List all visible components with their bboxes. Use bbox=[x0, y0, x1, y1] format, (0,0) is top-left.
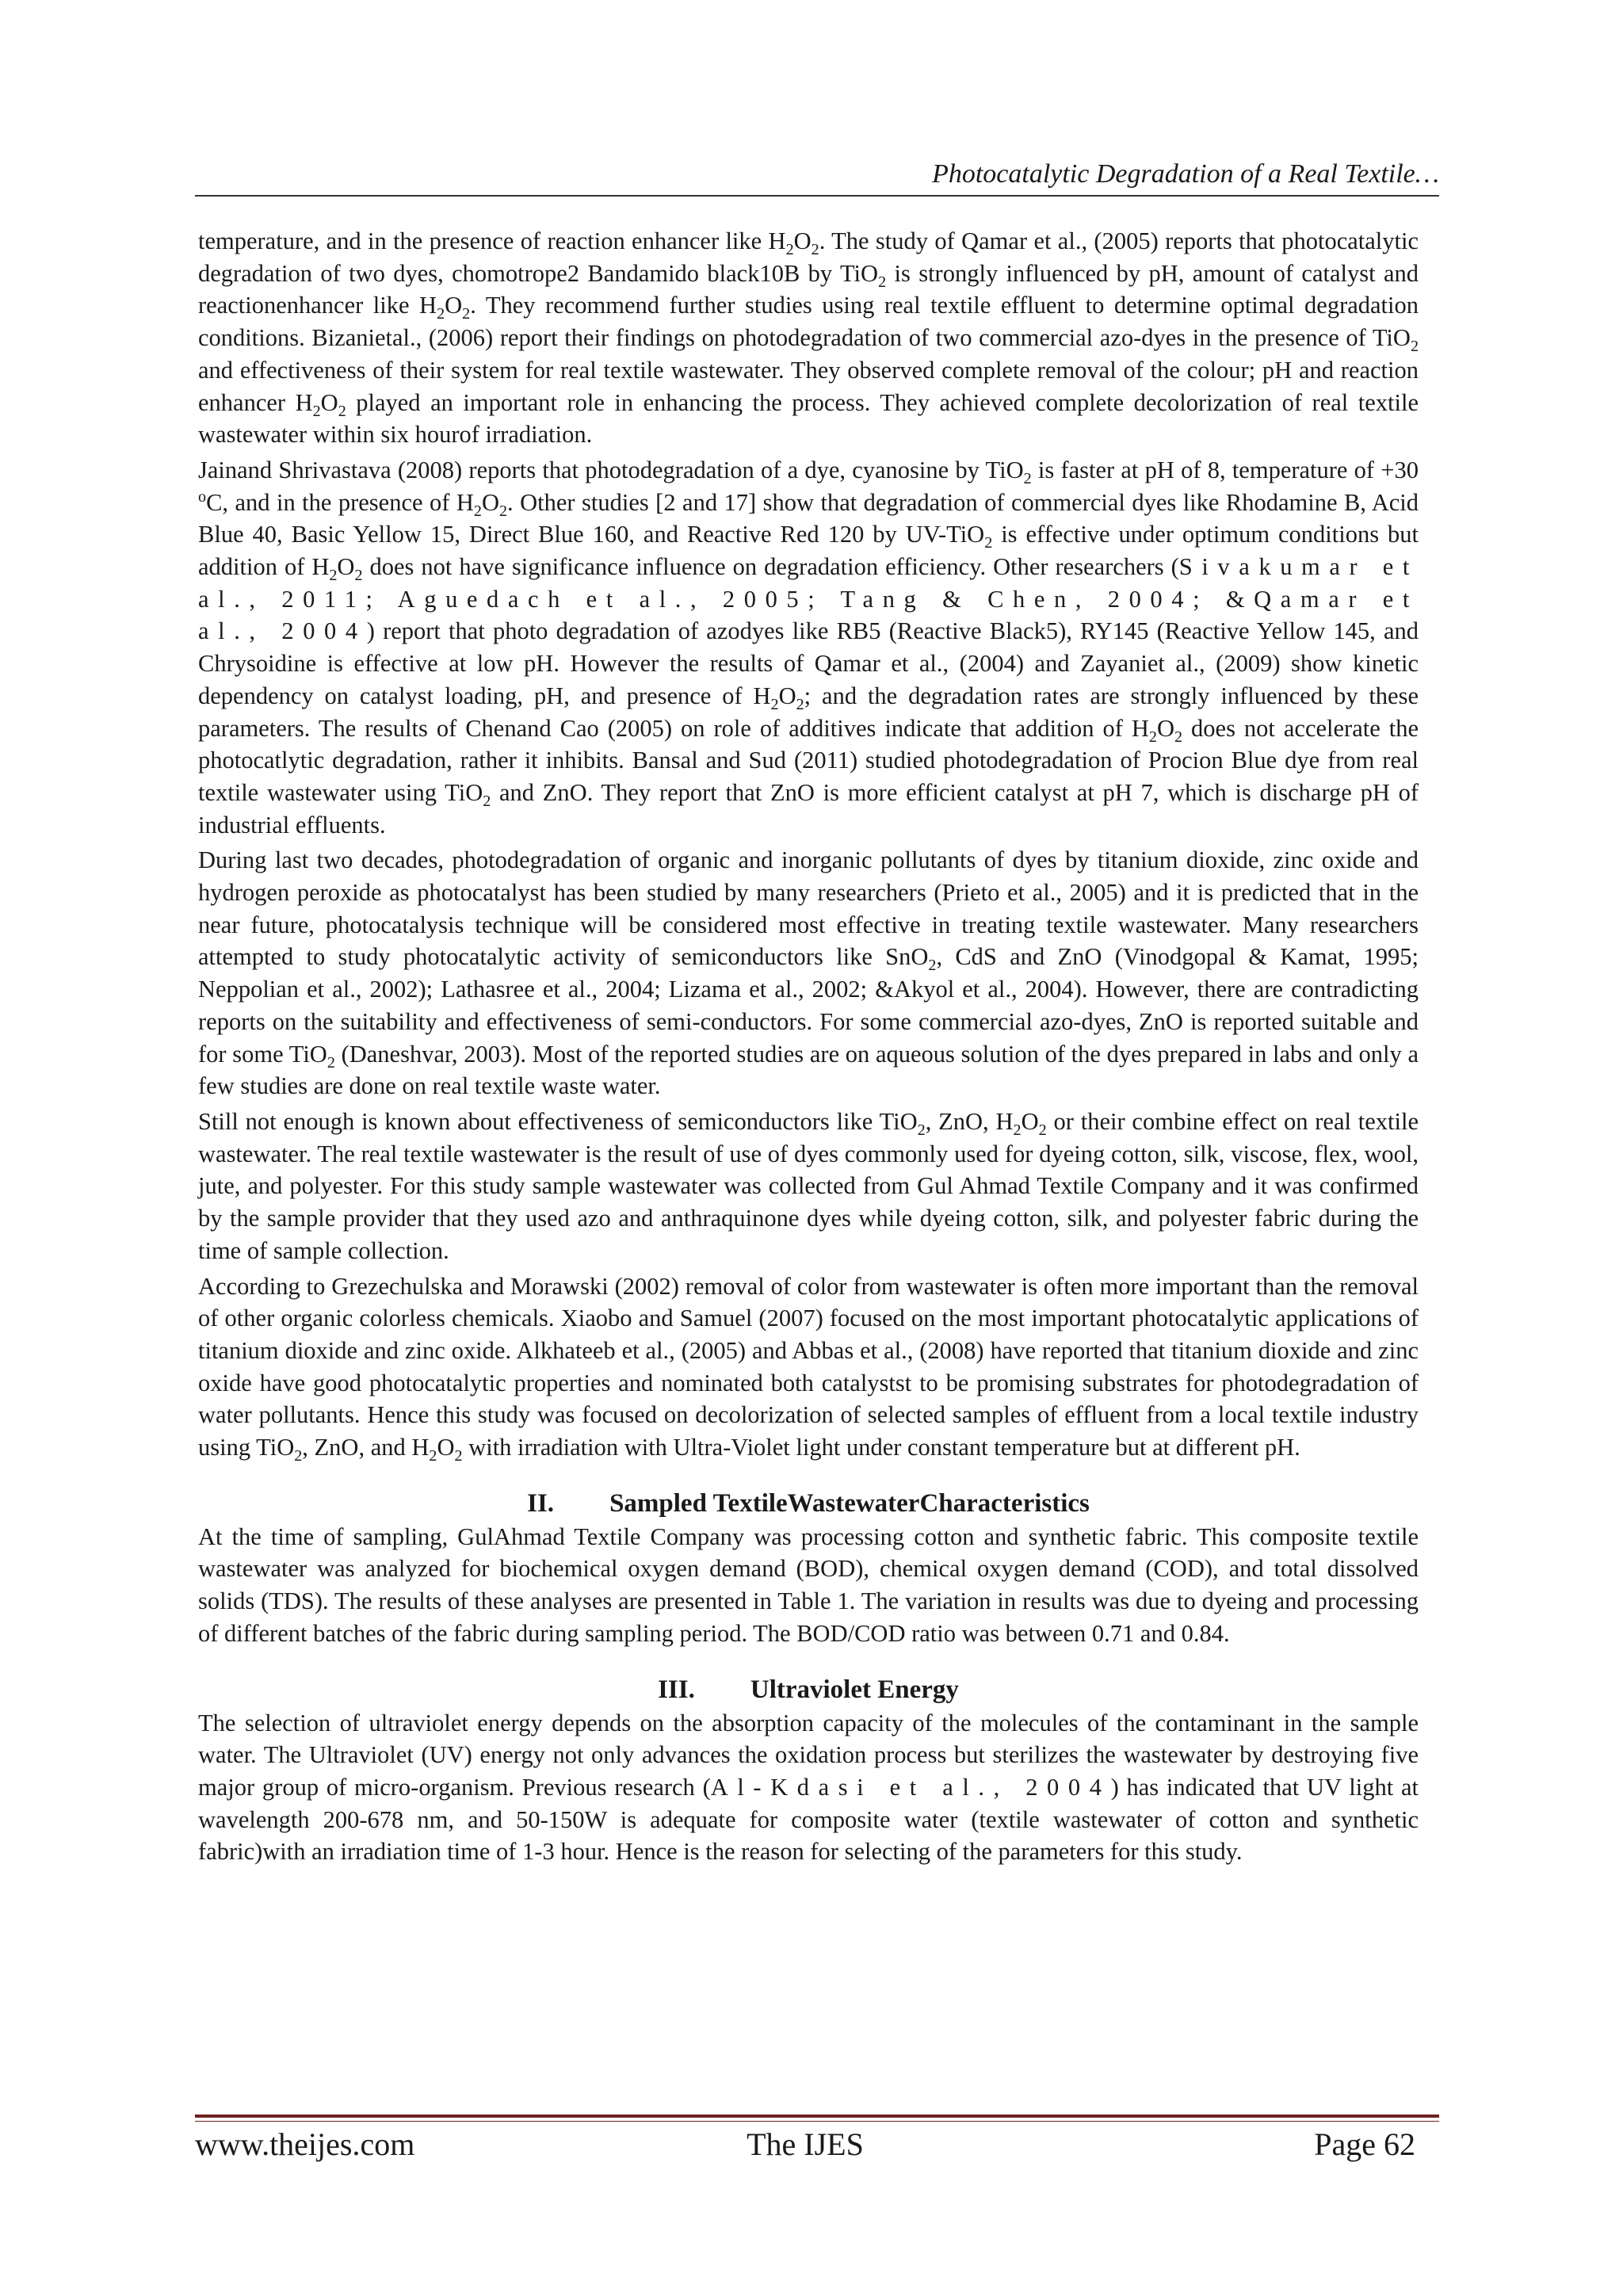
footer-website: www.theijes.com bbox=[195, 2126, 415, 2162]
paragraph: The selection of ultraviolet energy depends on the absorption capacity of the molecules of the contaminant in the sample water. The Ultraviolet (UV) energy not only advances the oxidation process but sterilizes the wastewater by destroying five major group of micro-organism. Previous research (Al-Kdasi et al., 2004) has indicated that UV light at wavelength 200-678 nm, and 50-150W is adequate for composite water (textile wastewater of cotton and synthetic fabric)with an irradiation time of 1-3 hour. Hence is the reason for selecting of the parameters for this study. bbox=[198, 1709, 1419, 1866]
running-header: Photocatalytic Degradation of a Real Textile… bbox=[932, 159, 1439, 189]
footer-journal: The IJES bbox=[747, 2126, 864, 2162]
page-footer bbox=[195, 2122, 1415, 2167]
article-body bbox=[198, 225, 1419, 1871]
paragraph: At the time of sampling, GulAhmad Textile Company was processing cotton and synthetic fabric. This composite textile wastewater was analyzed for biochemical oxygen demand (BOD), chemical oxygen demand (COD), and total dissolved solids (TDS). The results of these analyses are presented in Table 1. The variation in results was due to dyeing and processing of different batches of the fabric during sampling period. The BOD/COD ratio was between 0.71 and 0.84. bbox=[198, 1522, 1419, 1647]
footer-divider bbox=[195, 2115, 1439, 2118]
paragraph: Still not enough is known about effectiveness of semiconductors like TiO$_2$, ZnO, $H_2O_2$ or their combine effect on real textile wastewater. The real textile wastewater is the result of use of dyes commonly used for dyeing cotton, silk, viscose, flex, wool, jute, and polyester. For this study sample wastewater was collected from Gul Ahmad Textile Company and it was confirmed by the sample provider that they used azo and anthraquinone dyes while dyeing cotton, silk, and polyester fabric during the time of sample collection. bbox=[198, 1107, 1419, 1264]
citation-spaced: Sivakumar et al., 2011; Aguedach et al., 2005; Tang & Chen, 2004; &Qamar et al., 2004 bbox=[198, 553, 1419, 645]
header-divider bbox=[195, 195, 1439, 197]
section-number: II. bbox=[527, 1488, 555, 1518]
section-number: III. bbox=[658, 1675, 695, 1704]
paragraph: According to Grezechulska and Morawski (2002) removal of color from wastewater is often more important than the removal of other organic colorless chemicals. Xiaobo and Samuel (2007) focused on the most important photocatalytic applications of titanium dioxide and zinc oxide. Alkhateeb et al., (2005) and Abbas et al., (2008) have reported that titanium dioxide and zinc oxide have good photocatalytic properties and nominated both catalystst to be promising substrates for photodegradation of water pollutants. Hence this study was focused on decolorization of selected samples of effluent from a local textile industry using TiO$_2$, ZnO, and $H_2O_2$ with irradiation with Ultra-Violet light under constant temperature but at different pH. bbox=[198, 1272, 1419, 1465]
footer-page-number: Page 62 bbox=[1314, 2126, 1415, 2162]
section-title: Ultraviolet Energy bbox=[750, 1675, 959, 1704]
footer-divider-thin bbox=[195, 2121, 1439, 2122]
section-title: Sampled TextileWastewaterCharacteristics bbox=[609, 1488, 1090, 1518]
paragraph: During last two decades, photodegradation of organic and inorganic pollutants of dyes by titanium dioxide, zinc oxide and hydrogen peroxide as photocatalyst has been studied by many researchers (Prieto et al., 2005) and it is predicted that in the near future, photocatalysis technique will be considered most effective in treating textile wastewater. Many researchers attempted to study photocatalytic activity of semiconductors like SnO$_2$, CdS and ZnO (Vinodgopal & Kamat, 1995; Neppolian et al., 2002); Lathasree et al., 2004; Lizama et al., 2002; &Akyol et al., 2004). However, there are contradicting reports on the suitability and effectiveness of semi-conductors. For some commercial azo-dyes, ZnO is reported suitable and for some TiO$_2$ (Daneshvar, 2003). Most of the reported studies are on aqueous solution of the dyes prepared in labs and only a few studies are done on real textile waste water. bbox=[198, 846, 1419, 1100]
citation-spaced: Al-Kdasi et al., 2004 bbox=[710, 1773, 1111, 1801]
paragraph: temperature, and in the presence of reaction enhancer like $H_2O_2$. The study of Qamar et al., (2005) reports that photocatalytic degradation of two dyes, chomotrope2 Bandamido black10B by TiO$_2$ is strongly influenced by pH, amount of catalyst and reactionenhancer like $H_2O_2$. They recommend further studies using real textile effluent to determine optimal degradation conditions. Bizanietal., (2006) report their findings on photodegradation of two commercial azo-dyes in the presence of TiO$_2$ and effectiveness of their system for real textile wastewater. They observed complete removal of the colour; pH and reaction enhancer $H_2O_2$ played an important role in enhancing the process. They achieved complete decolorization of real textile wastewater within six hourof irradiation. bbox=[198, 227, 1419, 449]
paragraph: Jainand Shrivastava (2008) reports that photodegradation of a dye, cyanosine by TiO$_2$ is faster at pH of 8, temperature of +30 $^o$C, and in the presence of $H_2O_2$. Other studies [2 and 17] show that degradation of commercial dyes like Rhodamine B, Acid Blue 40, Basic Yellow 15, Direct Blue 160, and Reactive Red 120 by UV-TiO$_2$ is effective under optimum conditions but addition of $H_2O_2$ does not have significance influence on degradation efficiency. Other researchers (Sivakumar et al., 2011; Aguedach et al., 2005; Tang & Chen, 2004; &Qamar et al., 2004) report that photo degradation of azodyes like RB5 (Reactive Black5), RY145 (Reactive Yellow 145, and Chrysoidine is effective at low pH. However the results of Qamar et al., (2004) and Zayaniet al., (2009) show kinetic dependency on catalyst loading, pH, and presence of $H_2O_2$; and the degradation rates are strongly influenced by these parameters. The results of Chenand Cao (2005) on role of additives indicate that addition of $H_2O_2$ does not accelerate the photocatlytic degradation, rather it inhibits. Bansal and Sud (2011) studied photodegradation of Procion Blue dye from real textile wastewater using TiO$_2$ and ZnO. They report that ZnO is more efficient catalyst at pH 7, which is discharge pH of industrial effluents. bbox=[198, 456, 1419, 839]
section-heading bbox=[198, 1486, 1419, 1521]
section-heading bbox=[198, 1672, 1419, 1707]
